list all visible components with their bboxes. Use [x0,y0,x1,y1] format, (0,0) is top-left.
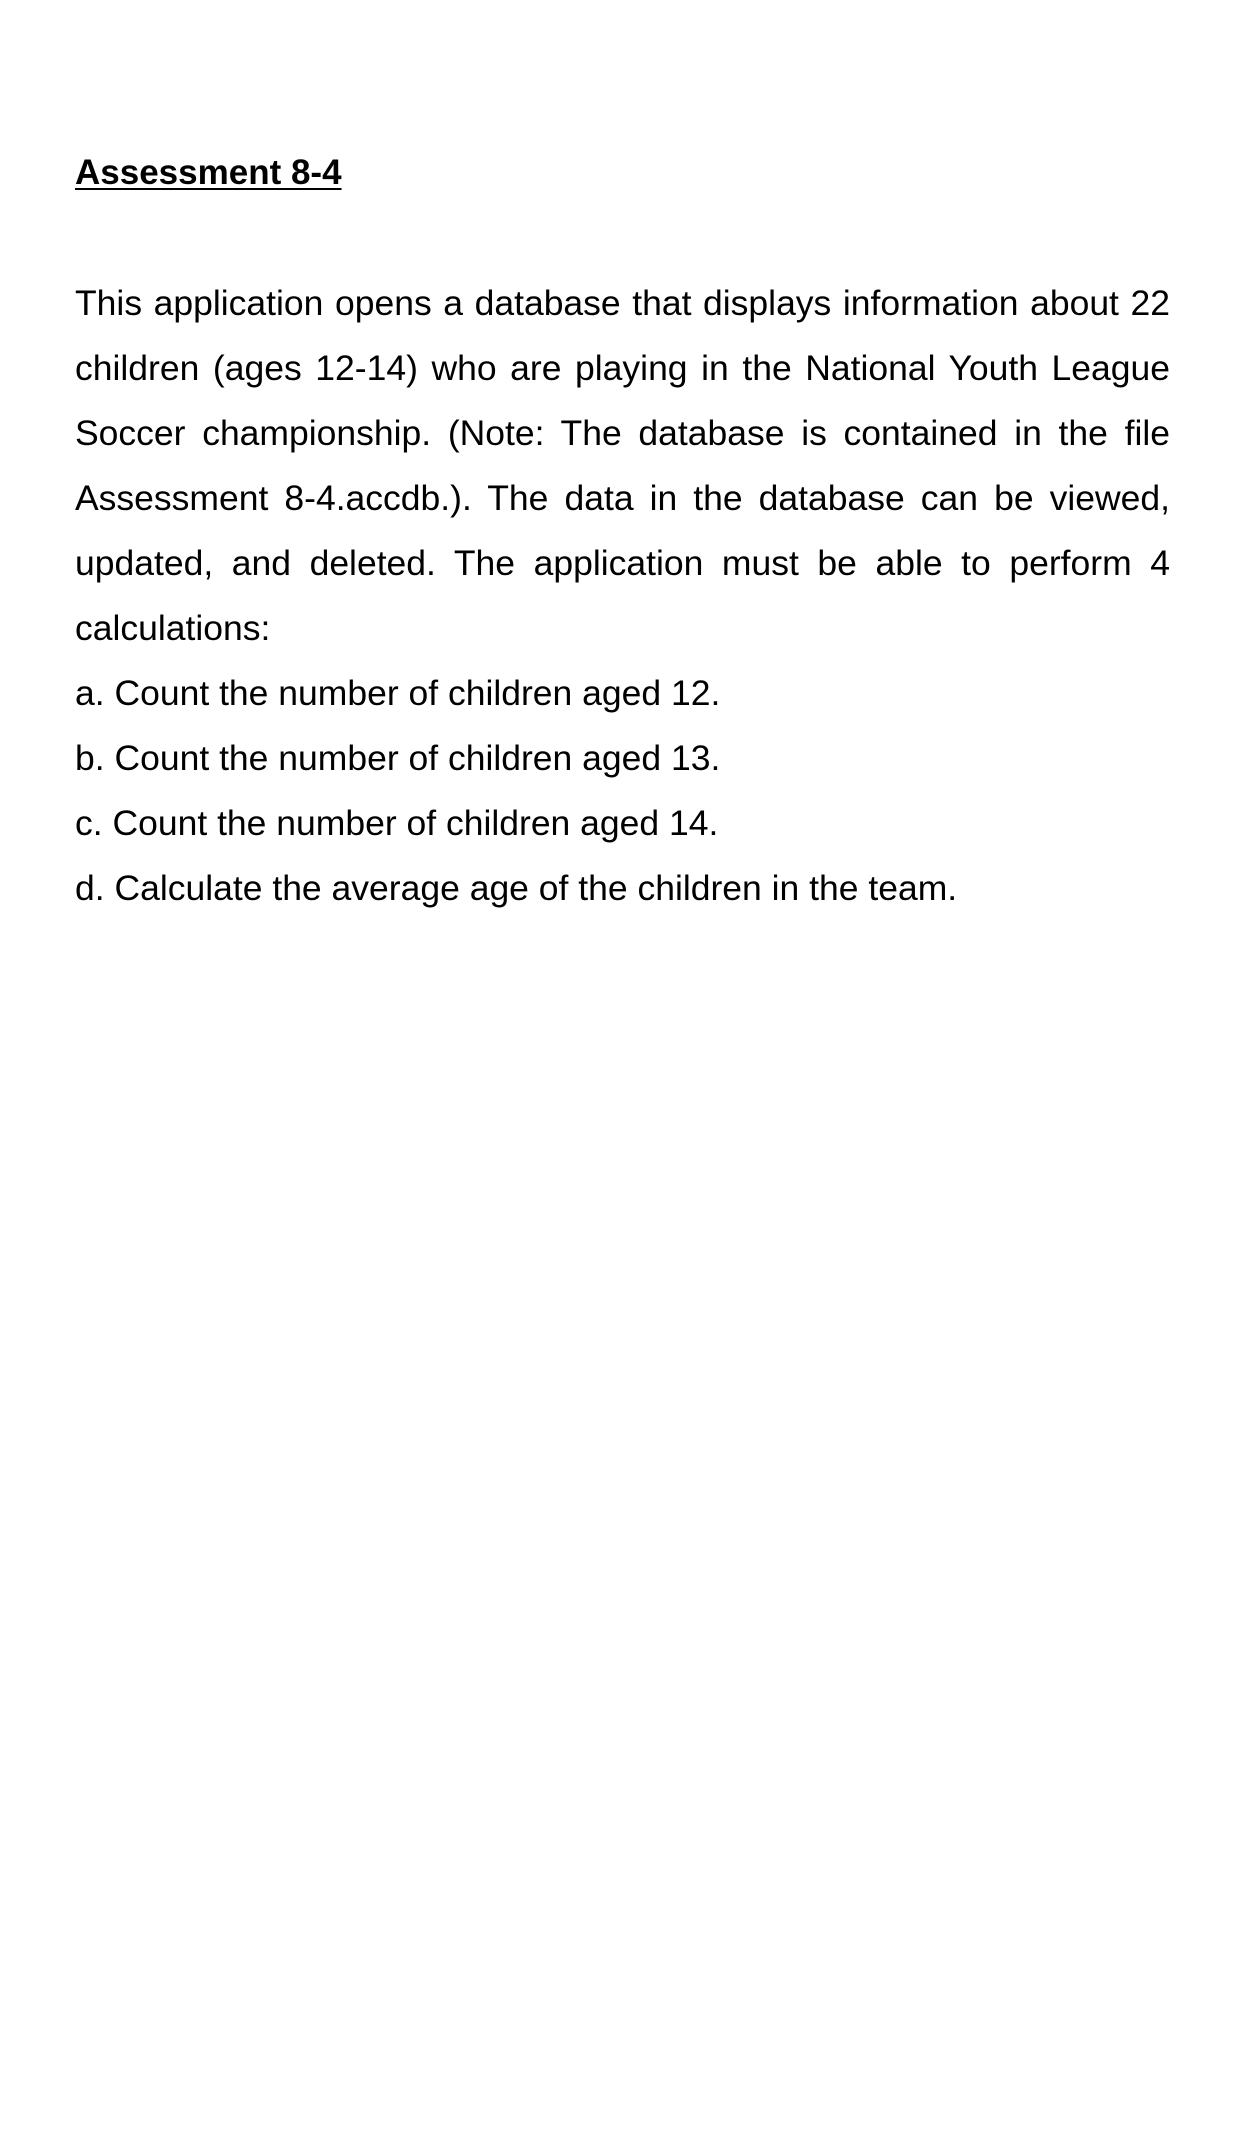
document-title: Assessment 8-4 [75,153,342,192]
calculation-item-a: a. Count the number of children aged 12. [75,673,721,713]
intro-paragraph: This application opens a database that displays information about 22 children (ages 12-14) who are playing in the National Youth League Soccer championship. (Note: The database is contained in the file Assessment 8-4.accdb.). The data in the database can be viewed, updated, and deleted. The application must be able to perform 4 calculations: [75,283,1170,648]
calculation-list [75,661,1170,921]
calculation-item-b: b. Count the number of children aged 13. [75,738,721,778]
calculation-item-c: c. Count the number of children aged 14. [75,803,719,843]
calculation-item-d: d. Calculate the average age of the children in the team. [75,868,958,908]
document-content [75,152,1170,921]
